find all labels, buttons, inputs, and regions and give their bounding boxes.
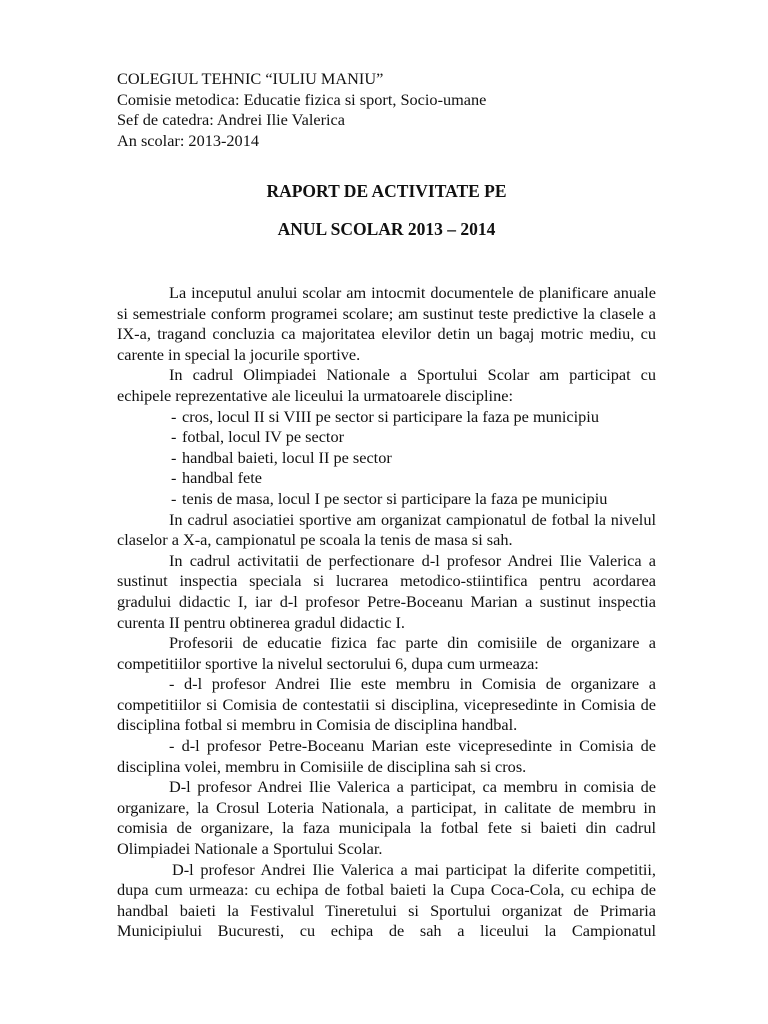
school-year-line: An scolar: 2013-2014: [117, 130, 259, 150]
paragraph-professional-development: In cadrul activitatii de perfectionare d-l profesor Andrei Ilie Valerica a sustinut inspectia speciala si lucrarea metodico-stiintifica pentru acordarea gradului didactic I, iar d-l profesor Petre-Boceanu Marian a sustinut inspectia curenta II pentru obtinerea gradul didactic I.: [117, 550, 656, 632]
list-item: [117, 427, 656, 448]
document-header: [117, 69, 677, 151]
paragraph-sports-association: In cadrul asociatiei sportive am organizat campionatul de fotbal la nivelul claselor a X-a, campionatul pe scoala la tenis de masa si sah.: [117, 509, 656, 550]
list-dash: -: [171, 427, 177, 447]
head-of-department-line: Sef de catedra: Andrei Ilie Valerica: [117, 110, 345, 130]
list-item-text: handbal baieti, locul II pe sector: [182, 447, 392, 467]
disciplines-list: [117, 407, 656, 510]
list-dash: -: [171, 406, 177, 426]
list-item: [117, 448, 656, 469]
commission-line: Comisie metodica: Educatie fizica si sport, Socio-umane: [117, 89, 487, 109]
list-dash: -: [171, 468, 177, 488]
list-item: [117, 407, 656, 428]
list-item-text: tenis de masa, locul I pe sector si participare la faza pe municipiu: [182, 488, 608, 508]
paragraph-competitions: D-l profesor Andrei Ilie Valerica a mai participat la diferite competitii, dupa cum urmeaza: cu echipa de fotbal baieti la Cupa Coca-Cola, cu echipa de handbal baieti la Festivalul Tineretului si Sportului organizat de Primaria Municipiului Bucuresti, cu echipa de sah a liceului la Campionatul: [117, 859, 656, 941]
list-item-text: fotbal, locul IV pe sector: [182, 427, 345, 447]
list-dash: -: [171, 447, 177, 467]
paragraph-olympiad: In cadrul Olimpiadei Nationale a Sportului Scolar am participat cu echipele reprezentative ale liceului la urmatoarele discipline:: [117, 365, 656, 405]
list-item-text: cros, locul II si VIII pe sector si participare la faza pe municipiu: [182, 406, 599, 426]
paragraph-petre-boceanu-commissions: - d-l profesor Petre-Boceanu Marian este vicepresedinte in Comisia de disciplina volei, membru in Comisiile de disciplina sah si cros.: [117, 736, 656, 776]
list-item: [117, 468, 656, 489]
report-title-line-2: ANUL SCOLAR 2013 – 2014: [277, 219, 496, 239]
list-item-text: handbal fete: [182, 468, 263, 488]
school-name: COLEGIUL TEHNIC “IULIU MANIU”: [117, 69, 384, 88]
list-dash: -: [171, 488, 177, 508]
list-item: [117, 489, 656, 510]
paragraph-planning: La inceputul anului scolar am intocmit documentele de planificare anuale si semestriale conform programei scolare; am sustinut teste predictive la clasele a IX-a, tragand concluzia ca majoritatea elevilor detin un bagaj motric mediu, cu carente in special la jocurile sportive.: [117, 283, 656, 364]
paragraph-cross-participation: D-l profesor Andrei Ilie Valerica a participat, ca membru in comisia de organizare, la Crosul Loteria Nationala, a participat, in calitate de membru in comisia de organizare, la faza municipala la fotbal fete si baieti din cadrul Olimpiadei Nationale a Sportului Scolar.: [117, 777, 656, 859]
paragraph-commissions: Profesorii de educatie fizica fac parte din comisiile de organizare a competitiilor sportive la nivelul sectorului 6, dupa cum urmeaza:: [117, 633, 656, 673]
report-title-line-1: RAPORT DE ACTIVITATE PE: [266, 181, 507, 201]
report-body: [117, 283, 656, 942]
paragraph-andrei-ilie-commissions: - d-l profesor Andrei Ilie este membru in Comisia de organizare a competitiilor si Comisia de contestatii si disciplina, vicepresedinte in Comisia de disciplina fotbal si membru in Comisia de disciplina handbal.: [117, 674, 656, 735]
